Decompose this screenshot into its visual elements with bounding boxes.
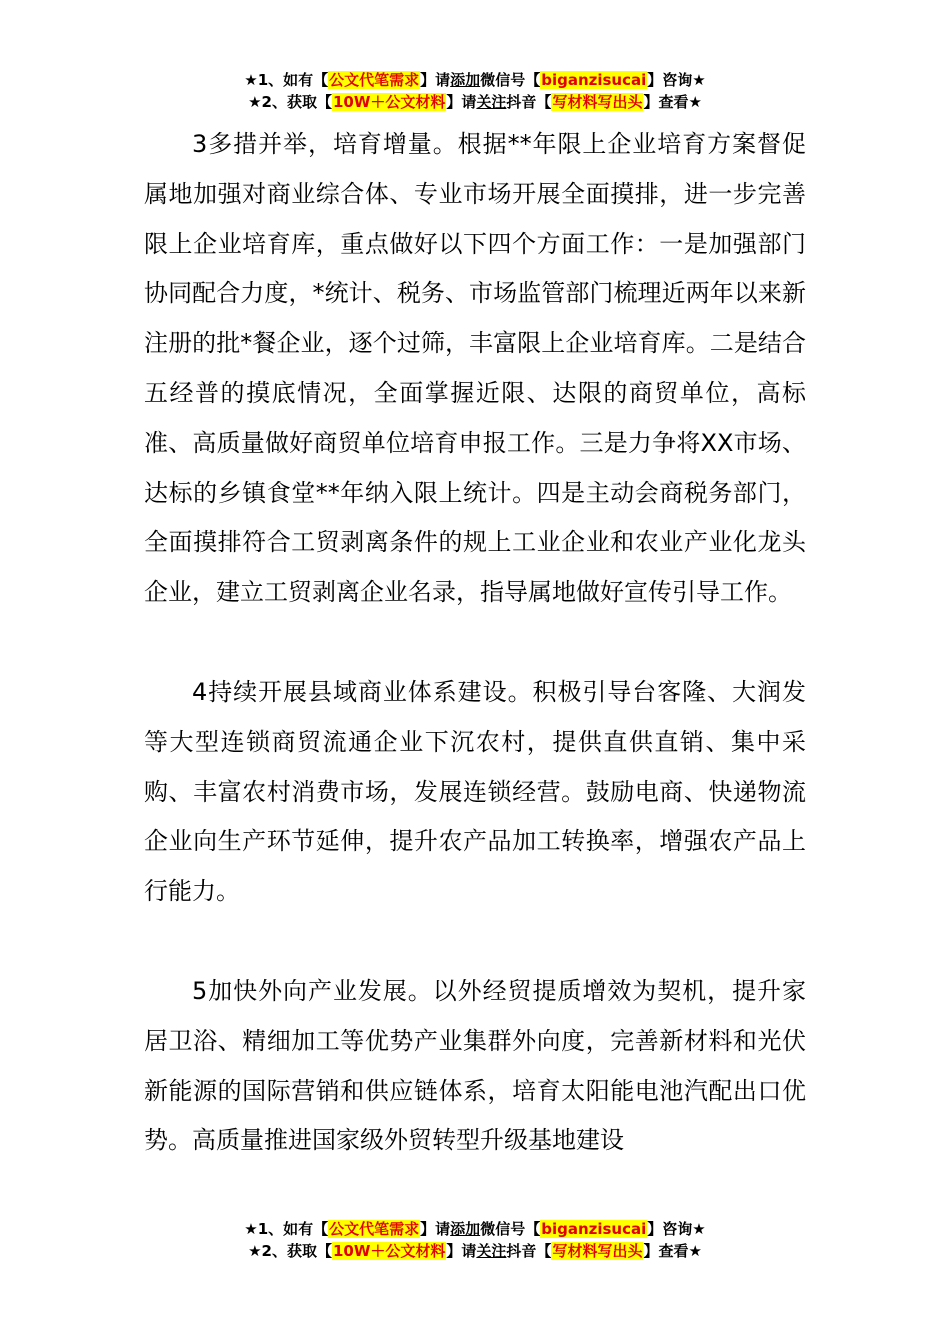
highlight-service: 公文代笔需求 (329, 1220, 420, 1238)
star-icon: ★ (244, 71, 258, 89)
paragraph-3: 3多措并举，培育增量。根据**年限上企业培育方案督促属地加强对商业综合体、专业市场开展全面摸排，进一步完善限上企业培育库，重点做好以下四个方面工作：一是加强部门协同配合力度，*统计、税务、市场监管部门梳理近两年以来新注册的批*餐企业，逐个过筛，丰富限上企业培育库。二是结合五经普的摸底情况，全面掌握近限、达限的商贸单位，高标准、高质量做好商贸单位培育申报工作。三是力争将XX市场、达标的乡镇食堂**年纳入限上统计。四是主动会商税务部门，全面摸排符合工贸剥离条件的规上工业企业和农业产业化龙头企业，建立工贸剥离企业名录，指导属地做好宣传引导工作。 (144, 130, 806, 607)
highlight-douyin: 写材料写出头 (552, 93, 643, 111)
highlight-service: 公文代笔需求 (329, 71, 420, 89)
banner-line-1: ★1、如有【公文代笔需求】请添加微信号【biganzisucai】咨询★ (244, 1220, 706, 1238)
paragraph-gap (144, 618, 806, 668)
highlight-materials: 10W＋公文材料 (332, 1242, 446, 1260)
highlight-douyin: 写材料写出头 (552, 1242, 643, 1260)
banner-line-1: ★1、如有【公文代笔需求】请添加微信号【biganzisucai】咨询★ (244, 71, 706, 89)
banner-line-2: ★2、获取【10W＋公文材料】请关注抖音【写材料写出头】查看★ (248, 1242, 702, 1260)
highlight-materials: 10W＋公文材料 (332, 93, 446, 111)
star-icon: ★ (688, 93, 702, 111)
header-banner (0, 69, 950, 113)
star-icon: ★ (692, 71, 706, 89)
star-icon: ★ (688, 1242, 702, 1260)
highlight-wechat-id: biganzisucai (541, 71, 647, 89)
paragraph-gap (144, 917, 806, 967)
star-icon: ★ (244, 1220, 258, 1238)
star-icon: ★ (248, 1242, 262, 1260)
star-icon: ★ (248, 93, 262, 111)
footer-banner (0, 1218, 950, 1262)
paragraph-5: 5加快外向产业发展。以外经贸提质增效为契机，提升家居卫浴、精细加工等优势产业集群外向度，完善新材料和光伏新能源的国际营销和供应链体系，培育太阳能电池汽配出口优势。高质量推进国家级外贸转型升级基地建设 (144, 976, 806, 1155)
star-icon: ★ (692, 1220, 706, 1238)
paragraph-4: 4持续开展县域商业体系建设。积极引导台客隆、大润发等大型连锁商贸流通企业下沉农村，提供直供直销、集中采购、丰富农村消费市场，发展连锁经营。鼓励电商、快递物流企业向生产环节延伸，提升农产品加工转换率，增强农产品上行能力。 (144, 677, 806, 906)
banner-line-2: ★2、获取【10W＋公文材料】请关注抖音【写材料写出头】查看★ (248, 93, 702, 111)
highlight-wechat-id: biganzisucai (541, 1220, 647, 1238)
document-body (144, 120, 806, 1166)
